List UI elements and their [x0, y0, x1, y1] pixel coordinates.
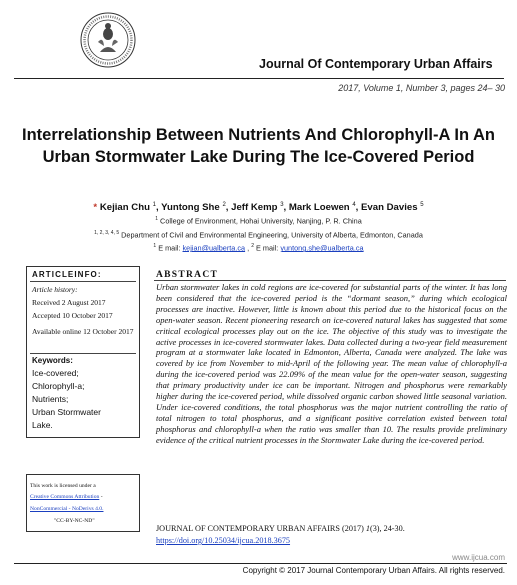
author-list: * Kejian Chu $^1$, Yuntong She $^2$, Jeff Kemp $^3$, Mark Loewen $^4$, Evan Davies $^5$ — [93, 202, 424, 214]
paper-title: Interrelationship Between Nutrients And Chlorophyll-A In An Urban Stormwater Lake During The Ice-Covered Period — [21, 126, 495, 166]
license-link[interactable]: Creative Commons Attribution — [30, 494, 100, 500]
footer-divider — [14, 563, 507, 564]
online-date: Available online 12 October 2017 — [32, 327, 134, 336]
license-link[interactable]: NonCommercial - NoDerivs 4.0. — [30, 506, 104, 512]
divider — [30, 353, 136, 354]
author-name: Yuntong She — [161, 202, 220, 214]
journal-url[interactable]: www.ijcua.com — [452, 553, 505, 562]
license-text — [30, 506, 103, 512]
journal-seal-icon — [80, 12, 136, 68]
author-name: Jeff Kemp — [231, 202, 278, 214]
copyright-notice: Copyright © 2017 Journal Contemporary Urban Affairs. All rights reserved. — [242, 566, 505, 575]
author-emails: $^1$ E mail: kejian@ualberta.ca , $^2$ E mail: yuntong.she@ualberta.ca — [153, 243, 364, 253]
divider — [154, 280, 506, 281]
abstract-heading: ABSTRACT — [156, 270, 219, 280]
license-text: This work is licensed under a — [30, 483, 96, 489]
header-divider — [14, 78, 504, 79]
divider — [30, 281, 136, 282]
journal-name: Journal Of Contemporary Urban Affairs — [259, 57, 493, 71]
keyword: Ice-covered; — [32, 368, 79, 378]
keyword: Lake. — [32, 420, 53, 430]
author-name: Mark Loewen — [288, 202, 350, 214]
keywords-label: Keywords: — [32, 356, 73, 365]
email-link[interactable]: kejian@ualberta.ca — [182, 243, 246, 253]
email-link[interactable]: yuntong.she@ualberta.ca — [280, 243, 364, 253]
corresponding-author-marker: * — [93, 202, 98, 214]
citation: JOURNAL OF CONTEMPORARY URBAN AFFAIRS (2017) 1(3), 24-30. — [156, 524, 405, 533]
accepted-date: Accepted 10 October 2017 — [32, 311, 113, 320]
license-code: "CC-BY-NC-ND" — [54, 518, 95, 524]
affiliation: $^{1, 2, 3, 4, 5}$ Department of Civil and Environmental Engineering, University of Alberta, Edmonton, Canada — [94, 230, 423, 240]
author-name: Evan Davies — [361, 202, 418, 214]
abstract-text: Urban stormwater lakes in cold regions are ice-covered for substantial parts of the winter. It has long been considered that the ice-covered period is the “dormant season,” during which ecological processes are inactive. However, little is known about this period due to the historical focus on the open-water season. Recent pioneering research on ice-covered natural lakes has suggested that some critical ecological processes play out on the ice. The objective of this study was to investigate the active processes in ice-covered stormwater lakes. Data collected during a two-year field measurement program at a stormwater lake located in Edmonton, Alberta, Canada were analyzed. The lake was covered by ice from November to mid-April of the following year. The mean value of chlorophyll-a during the ice-covered period was 22.09% of the mean value for the open-water season, suggesting that primary productivity under ice can be important. Nitrogen and phosphorus were remarkably higher during the ice-covered period, while dissolved organic carbon showed little seasonal variation. Under ice-covered conditions, the total phosphorus was the major nutrient controlling the ratio of total nitrogen to total phosphorus, and a significant positive correlation existed between total phosphorus and chlorophyll-a when the ratio was smaller than 10. The results provide preliminary evidence of the critical nutrient processes in the Stormwater Lake during the ice-covered period. — [156, 282, 507, 445]
volume-line: 2017, Volume 1, Number 3, pages 24– 30 — [338, 83, 505, 93]
doi-link[interactable]: https://doi.org/10.25034/ijcua.2018.3675 — [156, 536, 291, 545]
keyword: Urban Stormwater — [32, 407, 101, 417]
article-history-label: Article history: — [32, 285, 78, 294]
article-info-heading: ARTICLEINFO: — [32, 270, 102, 279]
keyword: Nutrients; — [32, 394, 69, 404]
received-date: Received 2 August 2017 — [32, 298, 106, 307]
author-name: Kejian Chu — [99, 202, 150, 214]
keyword: Chlorophyll-a; — [32, 381, 85, 391]
license-text: Creative Commons Attribution - — [30, 494, 103, 500]
affiliation: $^1$ College of Environment, Hohai University, Nanjing, P. R. China — [155, 216, 362, 226]
